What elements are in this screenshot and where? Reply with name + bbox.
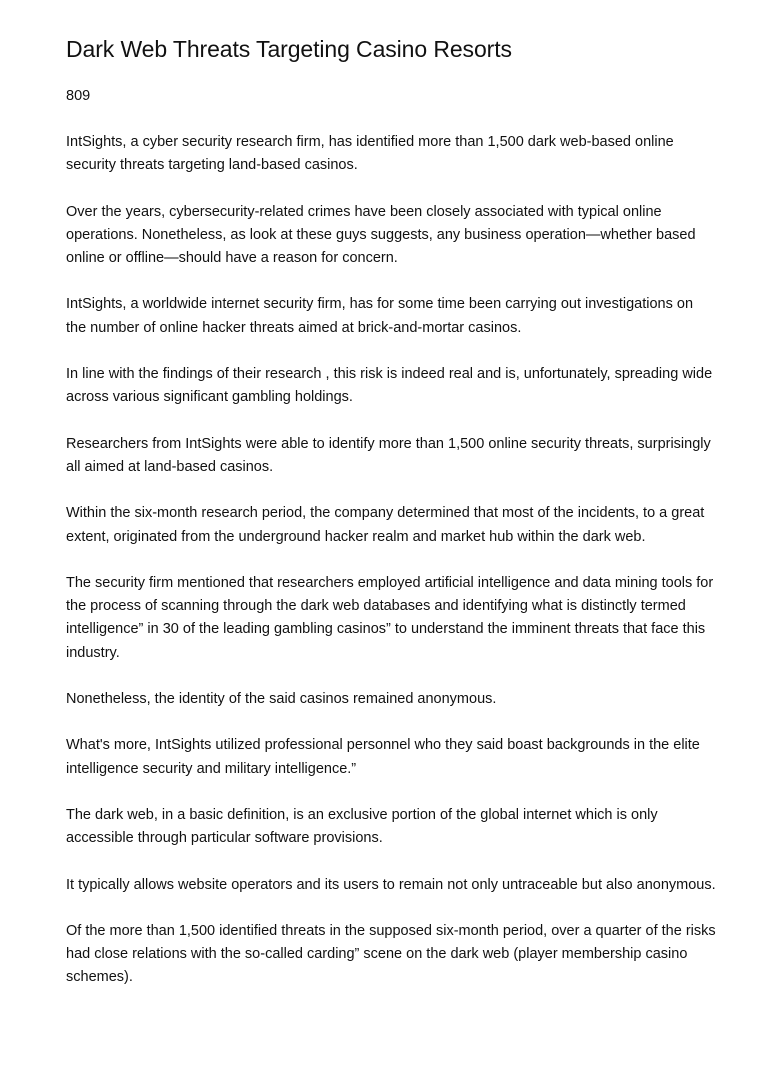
paragraph-6: Within the six-month research period, the company determined that most of the incidents, to a great extent, originated from the underground hacker realm and market hub within the dark web.	[66, 505, 705, 545]
page-title: Dark Web Threats Targeting Casino Resorts	[66, 36, 512, 62]
paragraph-11: It typically allows website operators and its users to remain not only untraceable but also anonymous.	[66, 876, 716, 893]
paragraph-5: Researchers from IntSights were able to identify more than 1,500 online security threats, surprisingly all aimed at land-based casinos.	[66, 435, 711, 475]
paragraph-2: Over the years, cybersecurity-related crimes have been closely associated with typical online operations. Nonetheless, as look at these guys suggests, any business operation—whether based online or offline—should have a reason for concern.	[66, 203, 696, 267]
document-page	[66, 34, 716, 990]
paragraph-4: In line with the findings of their research , this risk is indeed real and is, unfortunately, spreading wide across various significant gambling holdings.	[66, 366, 713, 406]
paragraph-9: What's more, IntSights utilized professional personnel who they said boast backgrounds in the elite intelligence security and military intelligence.”	[66, 737, 700, 777]
paragraph-8: Nonetheless, the identity of the said casinos remained anonymous.	[66, 691, 497, 708]
document-number: 809	[66, 88, 91, 104]
paragraph-10: The dark web, in a basic definition, is an exclusive portion of the global internet which is only accessible through particular software provisions.	[66, 806, 658, 847]
paragraph-7: The security firm mentioned that researchers employed artificial intelligence and data mining tools for the process of scanning through the dark web databases and identifying what is distinctly termed intelligence” in 30 of the leading gambling casinos” to understand the imminent threats that face this industry.	[66, 574, 714, 661]
paragraph-1: IntSights, a cyber security research firm, has identified more than 1,500 dark web-based online security threats targeting land-based casinos.	[66, 134, 674, 174]
paragraph-12: Of the more than 1,500 identified threats in the supposed six-month period, over a quarter of the risks had close relations with the so-called carding” scene on the dark web (player membership casino schemes).	[66, 922, 716, 986]
paragraph-3: IntSights, a worldwide internet security firm, has for some time been carrying out investigations on the number of online hacker threats aimed at brick-and-mortar casinos.	[66, 296, 694, 336]
